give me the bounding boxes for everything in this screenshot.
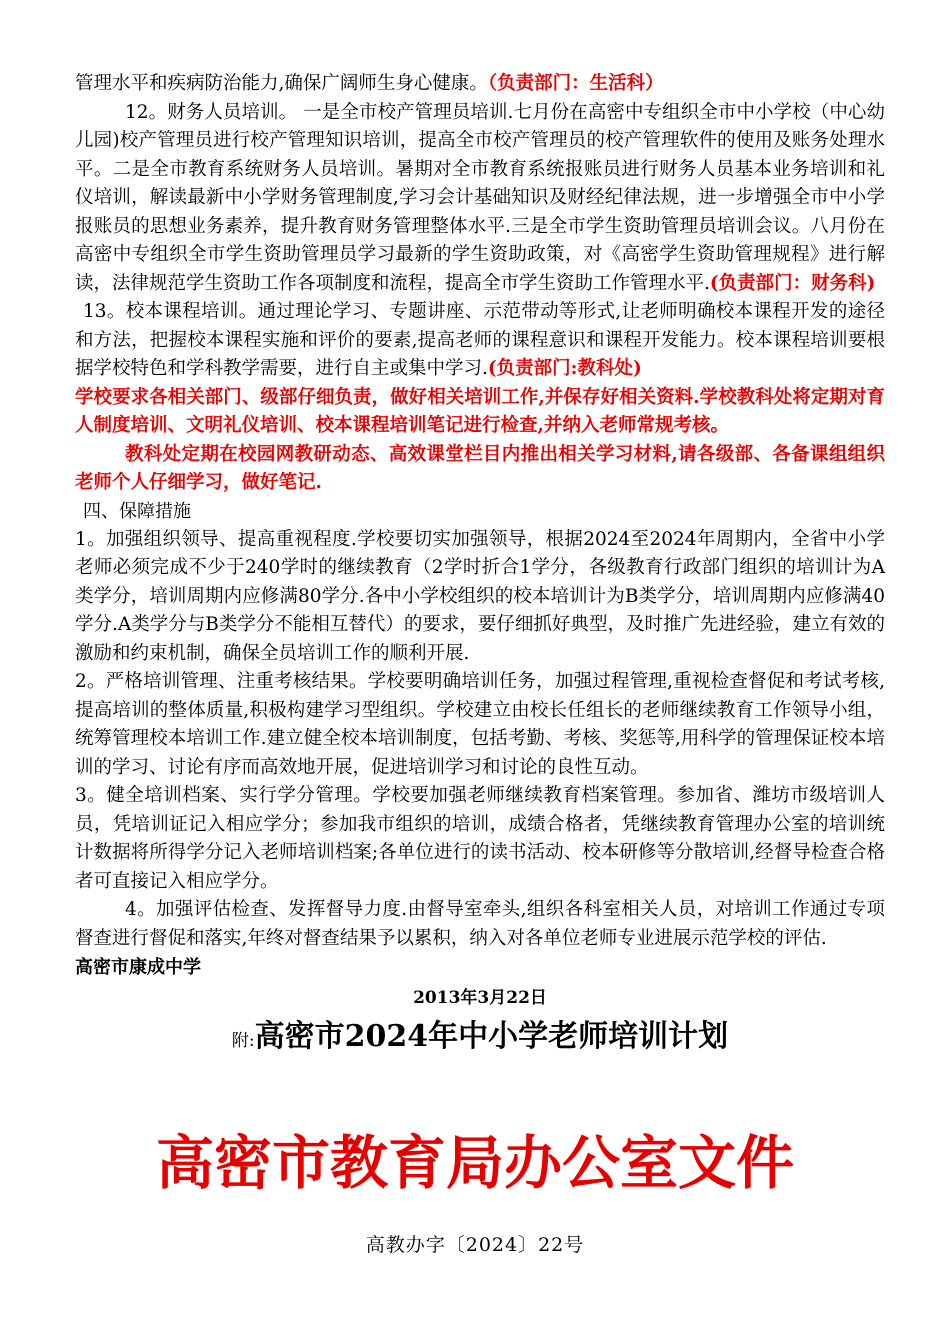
document-number: 高教办字〔2024〕22号 — [365, 1234, 585, 1256]
paragraph-finance-training — [75, 99, 885, 299]
attachment-title-text: 高密市2024年中小学老师培训计划 — [254, 1019, 729, 1054]
paragraph-text: 12。财务人员培训。 一是全市校产管理员培训.七月份在高密中专组织全市中小学校（中心幼儿园)校产管理员进行校产管理知识培训，提高全市校产管理员的校产管理软件的使用及账务处理水平。二是全市教育系统财务人员培训。暑期对全市教育系统报账员进行财务人员基本业务培训和礼仪培训，解读最新中小学财务管理制度,学习会计基础知识及财经纪律法规，进一步增强全市中小学报账员的思想业务素养，提升教育财务管理整体水平.三是全市学生资助管理员培训会议。八月份在高密中专组织全市学生资助管理员学习最新的学生资助政策，对《高密学生资助管理规程》进行解读，法律规范学生资助工作各项制度和流程，提高全市学生资助工作管理水平. — [75, 101, 885, 294]
paragraph-curriculum-training — [75, 298, 885, 384]
red-note-study-materials: 教科处定期在校园网教研动态、高效课堂栏目内推出相关学习材料,请各级部、各备课组组织老师个人仔细学习，做好笔记. — [75, 443, 885, 493]
attachment-title — [75, 1015, 885, 1063]
school-name: 高密市康成中学 — [75, 957, 201, 978]
paragraph-health — [75, 70, 885, 99]
responsible-dept-label: (负责部门:教科处) — [487, 358, 642, 379]
document-body — [75, 70, 885, 1063]
red-document-header: 高密市教育局办公室文件 — [155, 1129, 794, 1197]
section-heading: 四、保障措施 — [83, 500, 191, 522]
measure-1: 1。加强组织领导、提高重视程度.学校要切实加强领导，根据2024至2024年周期内，全省中小学老师必须完成不少于240学时的继续教育（2学时折合1学分，各级教育行政部门组织的培训计为A类学分，培训周期内应修满80学分.各中小学校组织的校本培训计为B类学分，培训周期内应修满40学分.A类学分与B类学分不能相互替代）的要求，要仔细抓好典型，及时推广先进经验，建立有效的激励和约束机制，确保全员培训工作的顺利开展. — [75, 528, 885, 664]
paragraph-text: 管理水平和疾病防治能力,确保广阔师生身心健康。 — [75, 73, 488, 94]
attachment-prefix: 附: — [231, 1031, 255, 1051]
paragraph-text: 13。校本课程培训。通过理论学习、专题讲座、示范带动等形式,让老师明确校本课程开发的途径和方法，把握校本课程实施和评价的要素,提高老师的课程意识和课程开发能力。校本课程培训要根据学校特色和学科教学需要，进行自主或集中学习. — [75, 301, 885, 379]
responsible-dept-label: （负责部门：生活科） — [487, 73, 664, 94]
measure-2: 2。严格培训管理、注重考核结果。学校要明确培训任务，加强过程管理,重视检查督促和考试考核,提高培训的整体质量,积极构建学习型组织。学校建立由校长任组长的老师继续教育工作领导小组，统筹管理校本培训工作.建立健全校本培训制度，包括考勤、考核、奖惩等,用科学的管理保证校本培训的学习、讨论有序而高效地开展，促进培训学习和讨论的良性互动。 — [75, 671, 885, 778]
measure-4: 4。加强评估检查、发挥督导力度.由督导室牵头,组织各科室相关人员，对培训工作通过专项督查进行督促和落实,年终对督查结果予以累积，纳入对各单位老师专业进展示范学校的评估. — [75, 899, 885, 949]
measure-3: 3。健全培训档案、实行学分管理。学校要加强老师继续教育档案管理。参加省、潍坊市级培训人员，凭培训证记入相应学分；参加我市组织的培训，成绩合格者，凭继续教育管理办公室的培训统计数据将所得学分记入老师培训档案;各单位进行的读书活动、校本研修等分散培训,经督导检查合格者可直接记入相应学分。 — [75, 785, 885, 892]
responsible-dept-label: (负责部门：财务科) — [709, 272, 876, 294]
red-note-requirements: 学校要求各相关部门、级部仔细负责，做好相关培训工作,并保存好相关资料.学校教科处将定期对育人制度培训、文明礼仪培训、校本课程培训笔记进行检查,并纳入老师常规考核。 — [75, 386, 885, 436]
document-date: 2013年3月22日 — [413, 988, 547, 1008]
